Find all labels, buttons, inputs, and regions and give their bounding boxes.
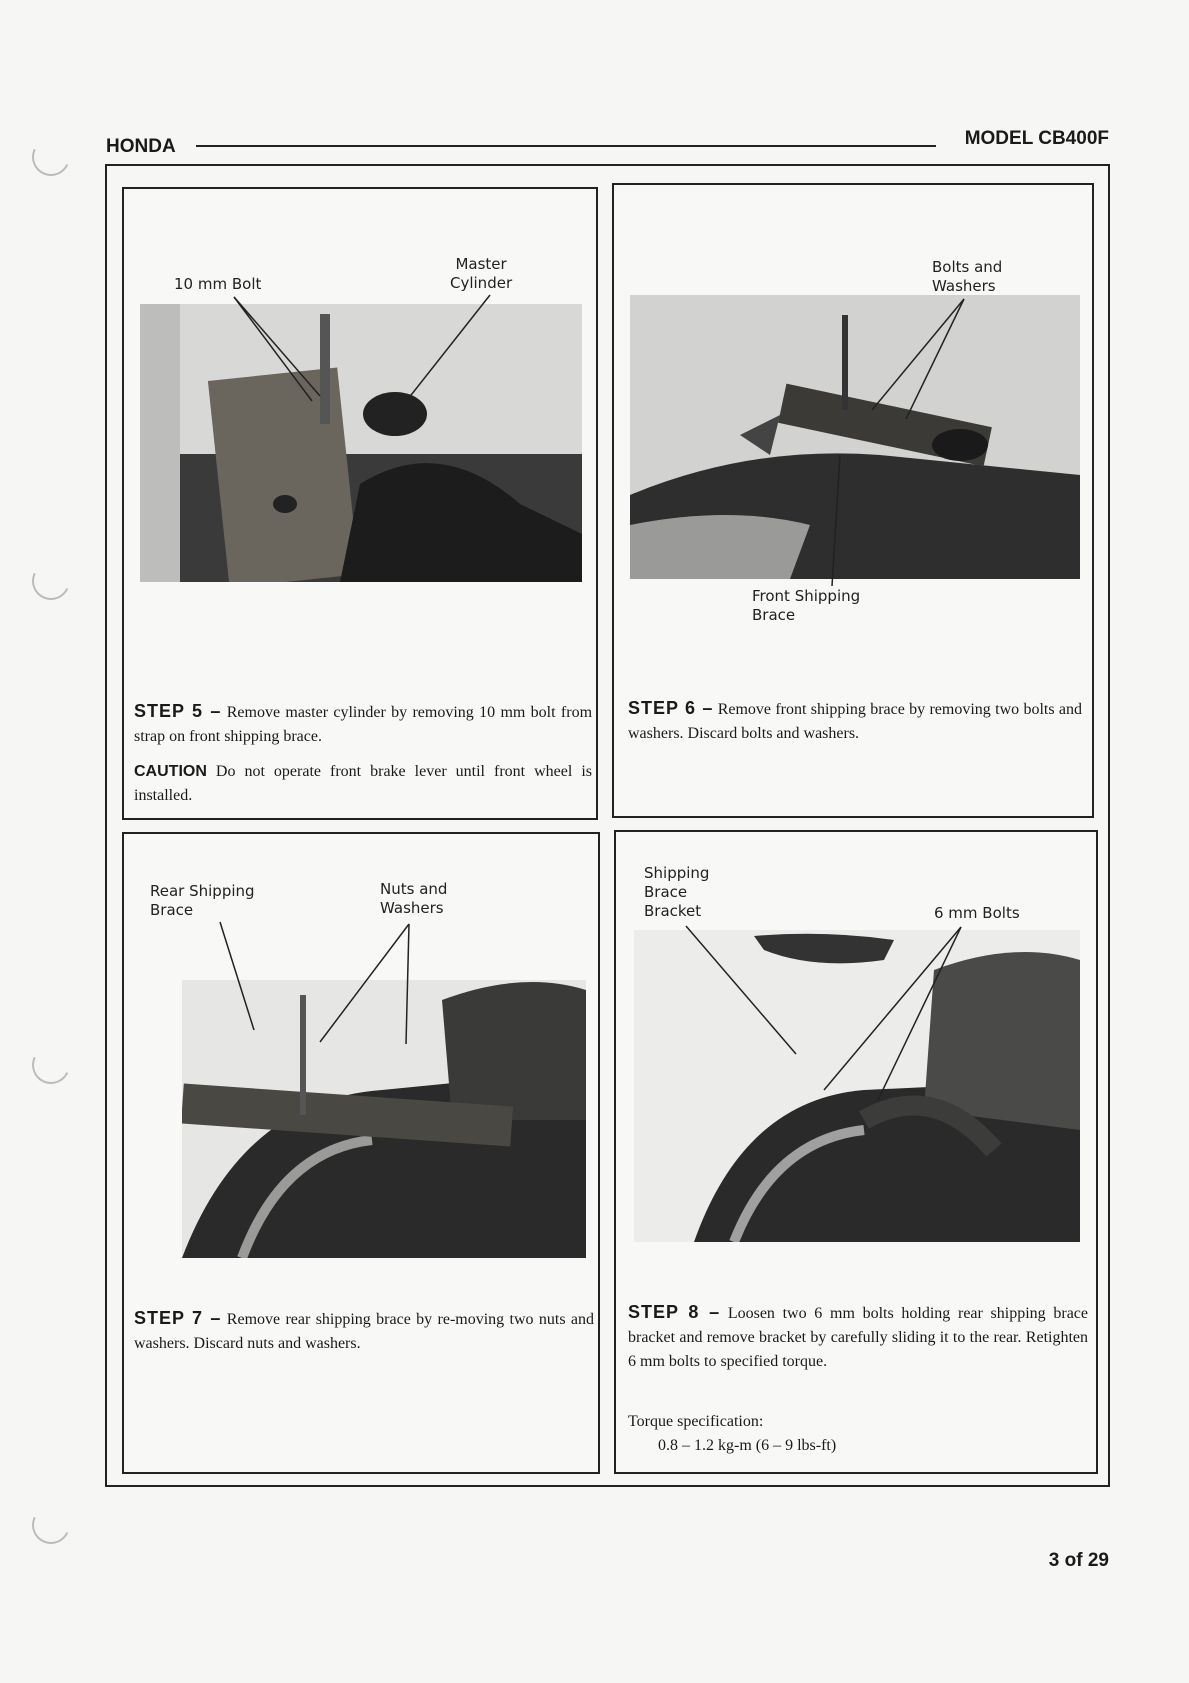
binder-hole bbox=[27, 557, 76, 606]
label-bolts-and-washers: Bolts and Washers bbox=[932, 258, 1003, 295]
label-6mm-bolts: 6 mm Bolts bbox=[934, 904, 1020, 922]
step-8-panel bbox=[614, 830, 1098, 1474]
label-master-cylinder: Master Cylinder bbox=[450, 255, 513, 292]
step-5-body: Remove master cylinder by removing 10 mm bolt from strap on front shipping brace. bbox=[134, 704, 593, 745]
header-rule bbox=[196, 145, 936, 147]
caution-text bbox=[134, 760, 592, 808]
torque-title: Torque specification: bbox=[628, 1413, 764, 1430]
caution-body: Do not operate front brake lever until front wheel is installed. bbox=[134, 763, 593, 804]
step-5-panel bbox=[122, 187, 598, 820]
step-7-panel bbox=[122, 832, 600, 1474]
page-number: 3 of 29 bbox=[1048, 1550, 1109, 1571]
step-5-title: STEP 5 – bbox=[134, 701, 222, 721]
step-6-title: STEP 6 – bbox=[628, 698, 714, 718]
step-7-body: Remove rear shipping brace by re-moving two nuts and washers. Discard nuts and washers. bbox=[134, 1311, 595, 1352]
step-5-photo bbox=[140, 304, 582, 582]
step-7-title: STEP 7 – bbox=[134, 1308, 222, 1328]
caution-title: CAUTION bbox=[134, 763, 207, 780]
label-rear-shipping-brace: Rear Shipping Brace bbox=[150, 882, 255, 919]
binder-hole bbox=[27, 1501, 76, 1550]
model-label: MODEL CB400F bbox=[964, 128, 1109, 149]
label-shipping-brace-bracket: Shipping Brace Bracket bbox=[644, 864, 710, 920]
torque-value: 0.8 – 1.2 kg-m (6 – 9 lbs-ft) bbox=[658, 1437, 837, 1454]
step-5-text bbox=[134, 699, 592, 749]
step-8-title: STEP 8 – bbox=[628, 1302, 721, 1322]
step-8-photo bbox=[634, 930, 1080, 1242]
binder-hole bbox=[27, 1041, 76, 1090]
step-7-photo bbox=[182, 980, 586, 1258]
brand-label: HONDA bbox=[106, 136, 176, 157]
step-8-body: Loosen two 6 mm bolts holding rear shipping brace bracket and remove bracket by carefully sliding it to the rear. Retighten 6 mm bolts to specified torque. bbox=[628, 1305, 1089, 1370]
label-nuts-and-washers: Nuts and Washers bbox=[380, 880, 448, 917]
step-6-photo bbox=[630, 295, 1080, 579]
step-6-panel bbox=[612, 183, 1094, 818]
step-7-text bbox=[134, 1306, 594, 1356]
step-6-body: Remove front shipping brace by removing two bolts and washers. Discard bolts and washers. bbox=[628, 701, 1082, 742]
step-6-text bbox=[628, 696, 1082, 746]
binder-hole bbox=[27, 133, 76, 182]
label-10mm-bolt: 10 mm Bolt bbox=[174, 275, 262, 293]
label-front-shipping-brace: Front Shipping Brace bbox=[752, 587, 861, 624]
step-8-text bbox=[628, 1300, 1088, 1374]
